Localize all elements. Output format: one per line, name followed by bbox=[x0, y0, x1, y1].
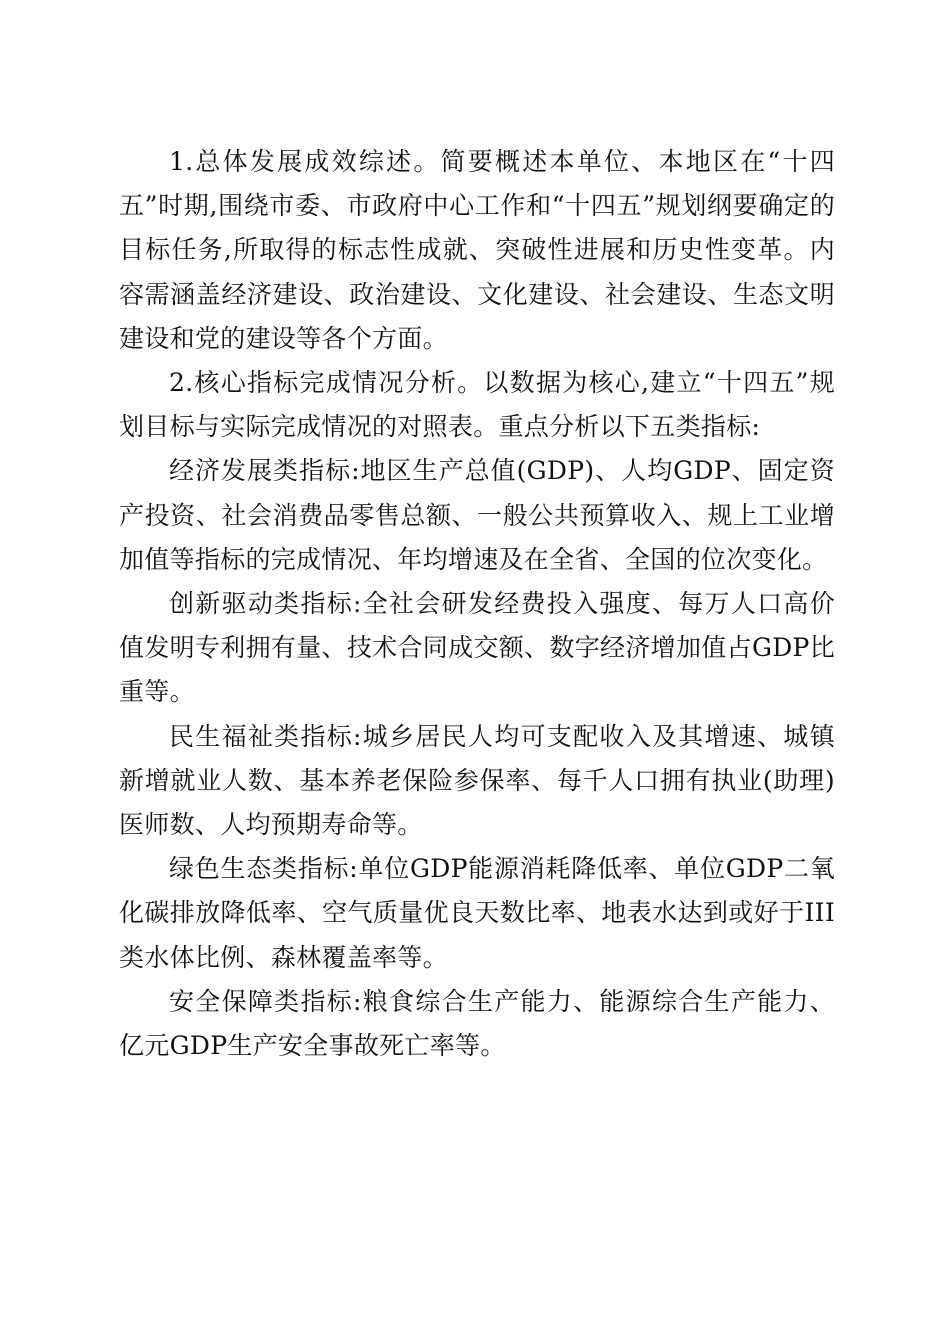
paragraph-security-indicators: 安全保障类指标:粮食综合生产能力、能源综合生产能力、亿元GDP生产安全事故死亡率等。 bbox=[119, 986, 835, 1061]
paragraph-overall-achievements: 1.总体发展成效综述。简要概述本单位、本地区在“十四五”时期,围绕市委、市政府中心工作和“十四五”规划纲要确定的目标任务,所取得的标志性成就、突破性进展和历史性变革。内容需涵盖经济建设、政治建设、文化建设、社会建设、生态文明建设和党的建设等各个方面。 bbox=[119, 147, 835, 353]
paragraph-green-ecology-indicators: 绿色生态类指标:单位GDP能源消耗降低率、单位GDP二氧化碳排放降低率、空气质量优良天数比率、地表水达到或好于III类水体比例、森林覆盖率等。 bbox=[119, 854, 835, 972]
paragraph-livelihood-indicators: 民生福祉类指标:城乡居民人均可支配收入及其增速、城镇新增就业人数、基本养老保险参保率、每千人口拥有执业(助理)医师数、人均预期寿命等。 bbox=[119, 721, 835, 840]
paragraph-innovation-indicators: 创新驱动类指标:全社会研发经费投入强度、每万人口高价值发明专利拥有量、技术合同成交额、数字经济增加值占GDP比重等。 bbox=[119, 589, 835, 707]
paragraph-core-indicators: 2.核心指标完成情况分析。以数据为核心,建立“十四五”规划目标与实际完成情况的对照表。重点分析以下五类指标: bbox=[119, 368, 835, 442]
document-body bbox=[119, 140, 835, 1068]
paragraph-economic-indicators: 经济发展类指标:地区生产总值(GDP)、人均GDP、固定资产投资、社会消费品零售总额、一般公共预算收入、规上工业增加值等指标的完成情况、年均增速及在全省、全国的位次变化。 bbox=[119, 456, 835, 574]
